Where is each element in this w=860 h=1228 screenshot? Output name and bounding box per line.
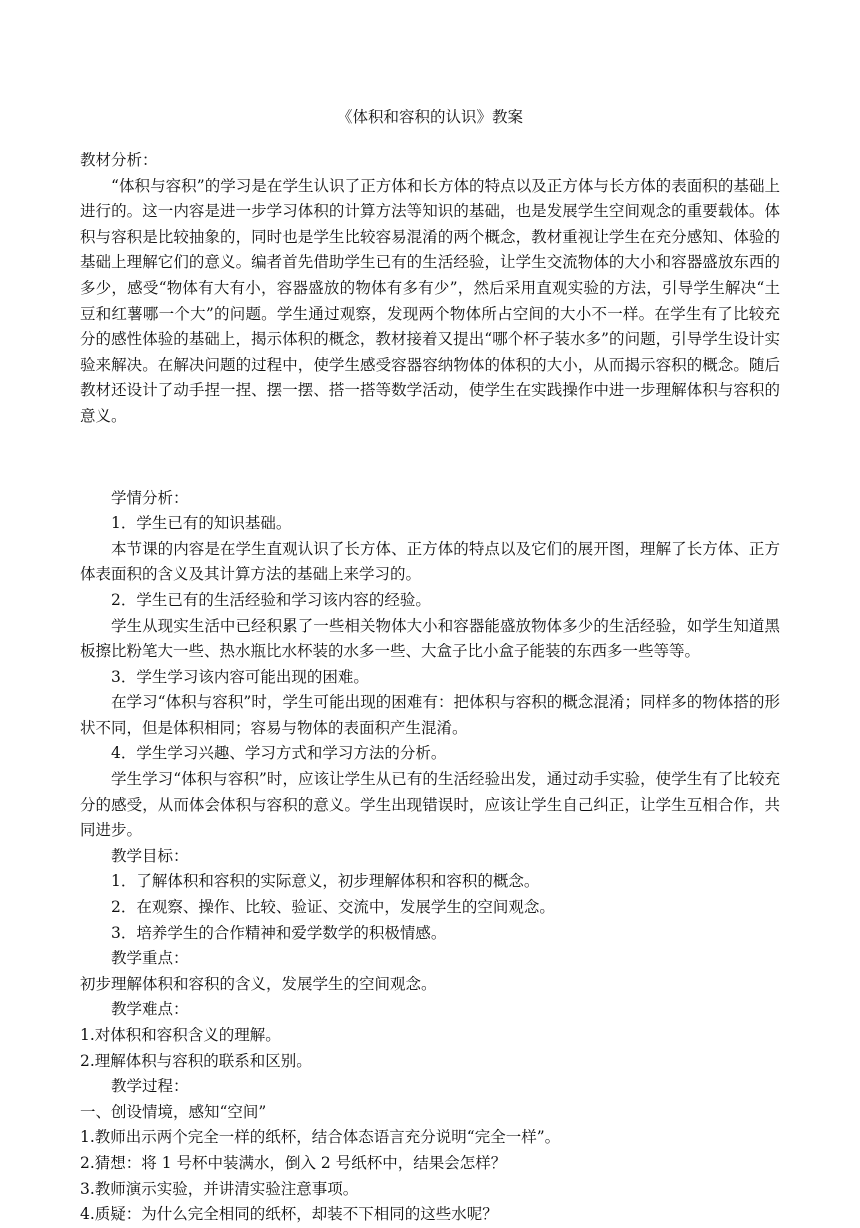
paragraph: 2．学生已有的生活经验和学习该内容的经验。 [111, 590, 431, 609]
paragraph: 4．学生学习兴趣、学习方式和学习方法的分析。 [111, 744, 447, 763]
paragraph: 4.质疑：为什么完全相同的纸杯，却装不下相同的这些水呢？ [80, 1205, 498, 1224]
paragraph: 3．培养学生的合作精神和爱学数学的积极情感。 [111, 923, 447, 942]
paragraph: 3.教师演示实验，并讲清实验注意事项。 [80, 1179, 359, 1198]
paragraph: 2.理解体积与容积的联系和区别。 [80, 1051, 312, 1070]
paragraph: 1.教师出示两个完全一样的纸杯，结合体态语言充分说明“完全一样”。 [80, 1128, 561, 1147]
paragraph: 学情分析： [111, 488, 189, 507]
paragraph: 初步理解体积和容积的含义，发展学生的空间观念。 [80, 974, 437, 993]
paragraph: 1．学生已有的知识基础。 [111, 514, 292, 533]
paragraph: 教学重点： [111, 949, 189, 968]
paragraph: “体积与容积”的学习是在学生认识了正方体和长方体的特点以及正方体与长方体的表面积的基础上进行的。这一内容是进一步学习体积的计算方法等知识的基础，也是发展学生空间观念的重要载体。体积与容积是比较抽象的，同时也是学生比较容易混淆的两个概念，教材重视让学生在充分感知、体验的基础上理解它们的意义。编者首先借助学生已有的生活经验，让学生交流物体的大小和容器盛放东西的多少，感受“物体有大有小，容器盛放的物体有多有少”，然后采用直观实验的方法，引导学生解决“土豆和红薯哪一个大”的问题。学生通过观察，发现两个物体所占空间的大小不一样。在学生有了比较充分的感性体验的基础上，揭示体积的概念，教材接着又提出“哪个杯子装水多”的问题，引导学生设计实验来解决。在解决问题的过程中，使学生感受容器容纳物体的体积的大小，从而揭示容积的概念。随后教材还设计了动手捏一捏、摆一摆、搭一搭等数学活动，使学生在实践操作中进一步理解体积与容积的意义。 [80, 176, 780, 425]
blank-line [80, 445, 780, 470]
document-page [80, 106, 780, 1228]
document-body [80, 148, 780, 1228]
paragraph: 教学难点： [111, 1000, 189, 1019]
paragraph: 1.对体积和容积含义的理解。 [80, 1026, 281, 1044]
document-title: 《体积和容积的认识》教案 [336, 108, 523, 126]
paragraph: 学生学习“体积与容积”时，应该让学生从已有的生活经验出发，通过动手实验，使学生有了比较充分的感受，从而体会体积与容积的意义。学生出现错误时，应该让学生自己纠正，让学生互相合作，共同进步。 [80, 770, 780, 840]
paragraph: 3．学生学习该内容可能出现的困难。 [111, 667, 369, 686]
paragraph: 在学习“体积与容积”时，学生可能出现的困难有：把体积与容积的概念混淆；同样多的物体搭的形状不同，但是体积相同；容易与物体的表面积产生混淆。 [80, 693, 780, 737]
paragraph: 教学目标： [111, 846, 189, 865]
paragraph: 教学过程： [111, 1077, 189, 1096]
paragraph: 本节课的内容是在学生直观认识了长方体、正方体的特点以及它们的展开图，理解了长方体、正方体表面积的含义及其计算方法的基础上来学习的。 [80, 539, 780, 584]
paragraph: 2．在观察、操作、比较、验证、交流中，发展学生的空间观念。 [111, 898, 555, 917]
paragraph: 1．了解体积和容积的实际意义，初步理解体积和容积的概念。 [111, 872, 540, 891]
paragraph: 2.猜想：将 1 号杯中装满水，倒入 2 号纸杯中，结果会怎样？ [80, 1153, 507, 1172]
paragraph: 一、创设情境，感知“空间” [80, 1102, 267, 1121]
paragraph: 教材分析： [80, 151, 158, 169]
paragraph: 学生从现实生活中已经积累了一些相关物体大小和容器能盛放物体多少的生活经验，如学生知道黑板擦比粉笔大一些、热水瓶比水杯装的水多一些、大盒子比小盒子能装的东西多一些等等。 [80, 616, 780, 661]
